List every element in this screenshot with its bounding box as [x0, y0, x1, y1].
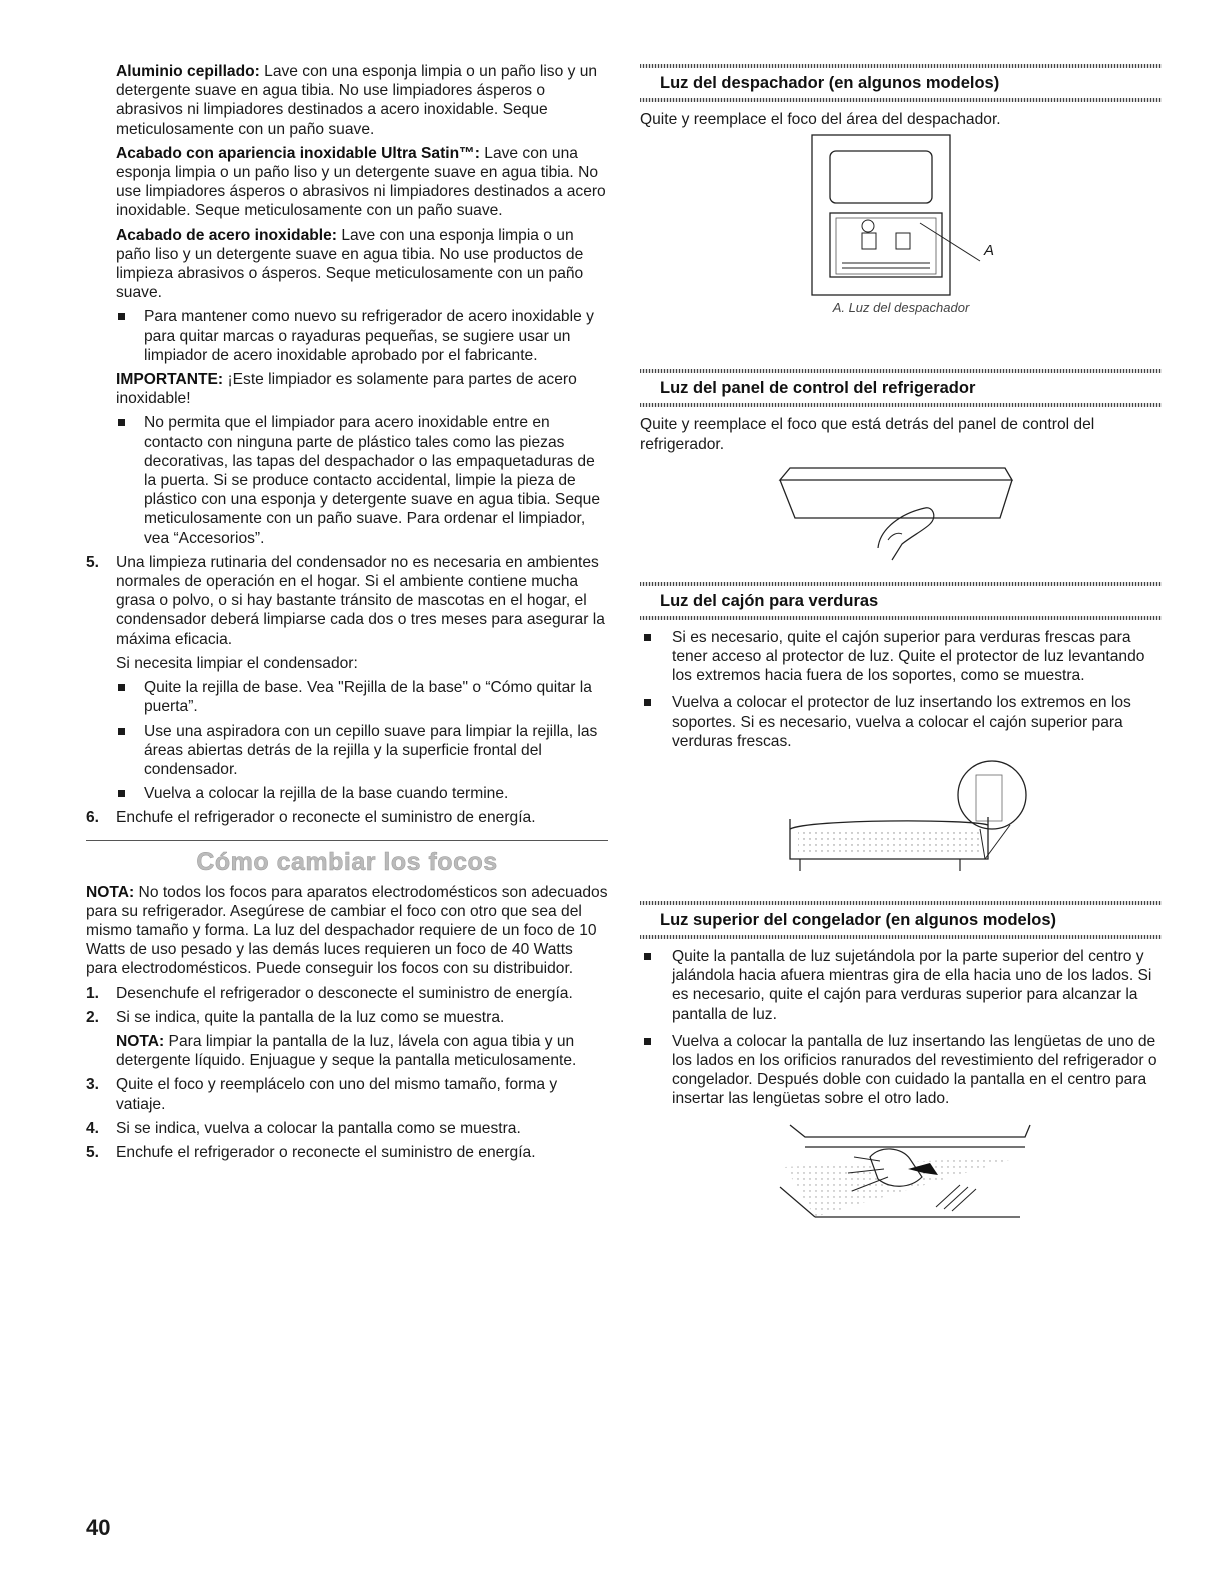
page-number: 40 [86, 1515, 111, 1540]
bullet-crisper-replace: Vuelva a colocar el protector de luz insertando los extremos en los soportes. Si es necesario, vuelva a colocar el cajón superior para verduras frescas. [640, 693, 1162, 751]
paragraph-stainless-steel [86, 226, 608, 303]
heading-dispenser-light: Luz del despachador (en algunos modelos) [660, 74, 1000, 92]
figure-freezer [640, 1117, 1162, 1247]
heading-freezer-light: Luz superior del congelador (en algunos modelos) [660, 911, 1057, 930]
bullet-freezer-replace: Vuelva a colocar la pantalla de luz insertando las lengüetas de uno de los lados en los orificios ranurados del revestimiento del refrigerador o congelador. Después doble con cuidado la pantalla en el centro para insertar las lengüetas sobre el otro lado. [640, 1032, 1162, 1109]
figure-control-panel [640, 458, 1162, 578]
left-column [86, 62, 608, 1167]
section-title-bulbs: Cómo cambiar los focos [196, 847, 498, 876]
step-number: 1. [86, 984, 100, 1002]
step-5-condenser [86, 553, 608, 649]
step-number: 3. [86, 1076, 100, 1094]
text-brushed-aluminum: Lave con una esponja limpia o un paño liso y un detergente suave en agua tibia. No use limpiadores ásperos o abrasivos ni limpiadores destinados a acero inoxidable. Seque meticulosamente con un paño suave. [116, 63, 598, 138]
text-ultra-satin: Lave con una esponja limpia o un paño liso y un detergente suave en agua tibia. No use limpiadores ásperos o abrasivos ni limpiadores destinados a acero inoxidable. Seque meticulosamente con un paño suave. [116, 144, 606, 220]
bullet-remove-grille: Quite la rejilla de base. Vea "Rejilla de la base" o “Cómo quitar la puerta”. [86, 678, 608, 716]
hatch-rule [640, 935, 1162, 939]
step-6-plug [86, 808, 608, 827]
bulb-step-2 [86, 1008, 608, 1071]
step-text: Si se indica, vuelva a colocar la pantalla como se muestra. [116, 1119, 521, 1137]
label-note: NOTA: [86, 883, 135, 901]
heading-crisper-light: Luz del cajón para verduras [660, 591, 879, 610]
bullet-crisper-remove: Si es necesario, quite el cajón superior para verduras frescas para tener acceso al protector de luz. Quite el protector de luz levantando los extremos hacia fuera de los soportes, como se muestra. [640, 628, 1162, 686]
hatch-rule [640, 403, 1162, 407]
bulb-step-1 [86, 984, 608, 1003]
figure-caption-dispenser: A. Luz del despachador [832, 300, 970, 316]
figure-dispenser [640, 133, 1162, 298]
step-text: Una limpieza rutinaria del condensador no es necesaria en ambientes normales de operación en el hogar. Si el ambiente contiene mucha grasa o polvo, o si hay bastante tránsito de mascotas en el hogar, el condensador deberá limpiarse cada dos o tres meses para asegurar la máxima eficacia. [116, 553, 605, 648]
paragraph-important [86, 370, 608, 408]
bullet-replace-grille: Vuelva a colocar la rejilla de la base cuando termine. [86, 784, 608, 803]
bulb-step-5 [86, 1143, 608, 1162]
heading-block-freezer [640, 901, 1162, 939]
heading-block-dispenser [640, 64, 1162, 102]
paragraph-ultra-satin [86, 144, 608, 221]
text-note: No todos los focos para aparatos electrodomésticos son adecuados para su refrigerador. Asegúrese de cambiar el foco con otro que sea del mismo tamaño y forma. La luz del despachador requiere de un foco de 10 Watts de uso pesado y las demás luces requieren un foco de 40 Watts para electrodomésticos. Puede conseguir los focos con su distribuidor. [86, 883, 608, 978]
paragraph-condenser-intro: Si necesita limpiar el condensador: [116, 654, 358, 672]
dispenser-illustration [640, 133, 1162, 298]
text-important: ¡Este limpiador es solamente para partes de acero inoxidable! [116, 371, 577, 408]
bullet-freezer-remove: Quite la pantalla de luz sujetándola por la parte superior del centro y jalándola hacia afuera mientras gira de ella hacia uno de los lados. Si es necesario, quite el cajón para verduras superior para alcanzar la pantalla de luz. [640, 947, 1162, 1024]
step-number: 5. [86, 1143, 100, 1161]
step-text: Enchufe el refrigerador o reconecte el suministro de energía. [116, 1143, 536, 1161]
label-important: IMPORTANTE: [116, 371, 224, 389]
hatch-rule [640, 616, 1162, 620]
step-text: Enchufe el refrigerador o reconecte el suministro de energía. [116, 809, 536, 827]
label-note: NOTA: [116, 1032, 165, 1050]
text-note: Para limpiar la pantalla de la luz, lávela con agua tibia y un detergente líquido. Enjuague y seque la pantalla meticulosamente. [116, 1032, 577, 1070]
bullet-stainless-cleaner: Para mantener como nuevo su refrigerador de acero inoxidable y para quitar marcas o rayaduras pequeñas, se sugiere usar un limpiador de acero inoxidable aprobado por el fabricante. [86, 307, 608, 365]
step-number: 5. [86, 553, 100, 571]
text-stainless-steel: Lave con una esponja limpia o un paño liso y un detergente suave en agua tibia. No use productos de limpieza abrasivos o ásperos. Seque meticulosamente con un paño suave. [116, 226, 584, 302]
hatch-rule [640, 98, 1162, 102]
freezer-illustration [640, 1117, 1162, 1247]
control-panel-illustration [640, 458, 1162, 578]
label-ultra-satin: Acabado con apariencia inoxidable Ultra Satin™: [116, 144, 480, 162]
text-dispenser-light: Quite y reemplace el foco del área del despachador. [640, 111, 1001, 128]
paragraph-brushed-aluminum [86, 62, 608, 139]
section-divider [86, 840, 608, 841]
bulb-step-4 [86, 1119, 608, 1138]
step-number: 6. [86, 809, 100, 827]
step-text: Desenchufe el refrigerador o desconecte el suministro de energía. [116, 984, 573, 1002]
bullet-plastic-warning: No permita que el limpiador para acero inoxidable entre en contacto con ninguna parte de plástico tales como las piezas decorativas, las tapas del despachador o las empaquetaduras de la puerta. Si se produce contacto accidental, limpie la pieza de plástico con una esponja y detergente suave en agua tibia. Seque meticulosamente con un paño suave. Para ordenar el limpiador, vea “Accesorios”. [86, 413, 608, 547]
step-text: Quite el foco y reemplácelo con uno del mismo tamaño, forma y vatiaje. [116, 1076, 558, 1113]
heading-control-panel-light: Luz del panel de control del refrigerador [660, 379, 976, 398]
bulb-step-3 [86, 1075, 608, 1113]
text-control-panel-light: Quite y reemplace el foco que está detrás del panel de control del refrigerador. [640, 416, 1095, 453]
callout-label-a: A [984, 242, 995, 260]
step-text: Si se indica, quite la pantalla de la luz como se muestra. [116, 1008, 505, 1026]
paragraph-bulb-note [86, 883, 608, 979]
heading-block-control-panel [640, 369, 1162, 407]
bullet-vacuum: Use una aspiradora con un cepillo suave para limpiar la rejilla, las áreas abiertas detrás de la rejilla y la superficie frontal del condensador. [86, 722, 608, 780]
figure-crisper [640, 759, 1162, 887]
right-column [640, 64, 1162, 1247]
heading-block-crisper [640, 582, 1162, 620]
label-brushed-aluminum: Aluminio cepillado: [116, 63, 260, 80]
crisper-illustration [640, 759, 1162, 887]
label-stainless-steel: Acabado de acero inoxidable: [116, 226, 337, 244]
step-number: 4. [86, 1119, 100, 1137]
bulb-step-2-note [116, 1032, 608, 1070]
step-number: 2. [86, 1008, 100, 1026]
